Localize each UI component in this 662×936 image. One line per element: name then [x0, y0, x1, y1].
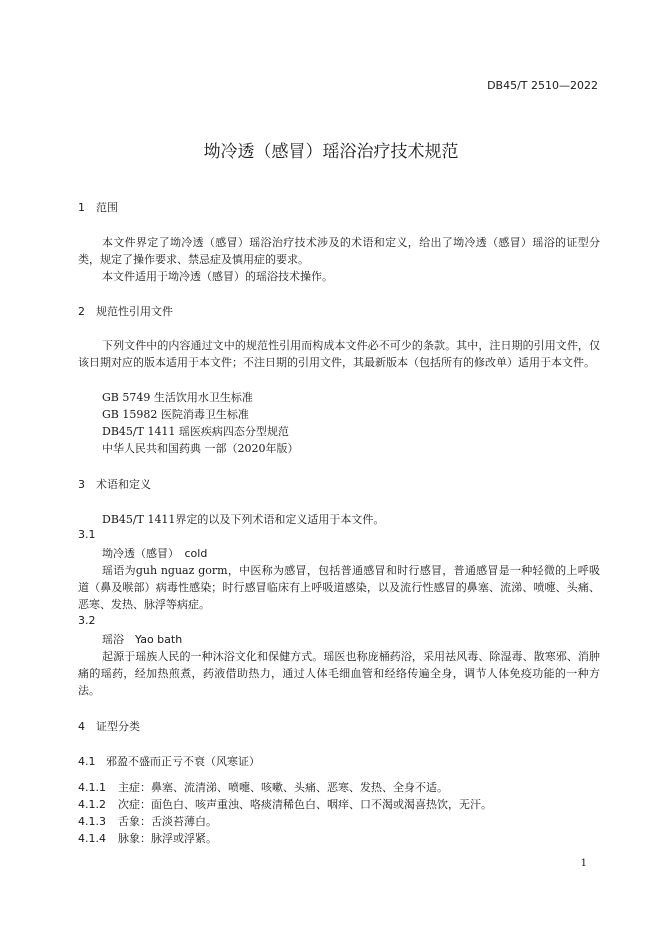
subsection-title: 邪盈不盛而正亏不衰（风寒证） [106, 755, 260, 768]
section-title: 证型分类 [96, 720, 140, 733]
list-item [78, 796, 492, 812]
reference-item: 中华人民共和国药典 一部（2020年版） [102, 442, 299, 455]
reference-item: GB 5749 生活饮用水卫生标准 [102, 391, 253, 404]
document-title: 坳冷透（感冒）瑶浴治疗技术规范 [203, 142, 459, 162]
term-definition: 起源于瑶族人民的一种沐浴文化和保健方式。瑶医也称庞桶药浴，采用祛风毒、除湿毒、散寒邪、消肿痛的瑶药，经加热煎煮，药液借助热力，通过人体毛细血管和经络传遍全身，调节人体免疫功能的一种方法。 [78, 650, 600, 697]
item-text: 舌象：舌淡苔薄白。 [118, 815, 217, 828]
subsection-number: 4.1 [78, 755, 96, 768]
section-number: 1 [78, 201, 85, 214]
page-number: 1 [580, 858, 587, 869]
section-title: 范围 [96, 201, 118, 214]
section-1-heading [78, 199, 118, 215]
section-title: 术语和定义 [96, 478, 151, 491]
item-number: 4.1.4 [78, 832, 106, 845]
section-4-heading [78, 718, 140, 734]
list-item [78, 813, 217, 829]
item-text: 主症：鼻塞、流清涕、喷嚏、咳嗽、头痛、恶寒、发热、全身不适。 [118, 781, 448, 794]
scope-paragraph-2: 本文件适用于坳冷透（感冒）的瑶浴技术操作。 [102, 270, 333, 283]
item-number: 4.1.3 [78, 815, 106, 828]
item-text: 次症：面色白、咳声重浊、咯痰清稀色白、咽痒、口不渴或渴喜热饮，无汗。 [118, 798, 492, 811]
section-title: 规范性引用文件 [96, 305, 173, 318]
section-number: 3 [78, 478, 85, 491]
normative-refs-paragraph: 下列文件中的内容通过文中的规范性引用而构成本文件必不可少的条款。其中，注日期的引用文件，仅该日期对应的版本适用于本文件；不注日期的引用文件，其最新版本（包括所有的修改单）适用于本文件。 [78, 339, 600, 369]
terms-intro: DB45/T 1411界定的以及下列术语和定义适用于本文件。 [102, 513, 385, 526]
term-number: 3.2 [78, 614, 96, 627]
section-number: 2 [78, 305, 85, 318]
item-number: 4.1.1 [78, 781, 106, 794]
term-entry: 瑶浴 Yao bath [102, 633, 183, 646]
scope-paragraph-1: 本文件界定了坳冷透（感冒）瑶浴治疗技术涉及的术语和定义，给出了坳冷透（感冒）瑶浴的证型分类，规定了操作要求、禁忌症及慎用症的要求。 [78, 236, 600, 266]
section-2-heading [78, 303, 173, 319]
item-text: 脉象：脉浮或浮紧。 [118, 832, 217, 845]
term-entry: 坳冷透（感冒） cold [102, 547, 208, 560]
reference-item: DB45/T 1411 瑶医疾病四态分型规范 [102, 425, 289, 438]
reference-item: GB 15982 医院消毒卫生标准 [102, 408, 249, 421]
section-number: 4 [78, 720, 85, 733]
standard-code: DB45/T 2510—2022 [487, 79, 598, 92]
list-item [78, 779, 448, 795]
section-3-heading [78, 476, 151, 492]
term-definition: 瑶语为guh nguaz gorm，中医称为感冒，包括普通感冒和时行感冒，普通感冒是一种轻微的上呼吸道（鼻及喉部）病毒性感染；时行感冒临床有上呼吸道感染，以及流行性感冒的鼻塞、流涕、喷嚏、头痛、恶寒、发热、脉浮等病症。 [78, 564, 600, 611]
list-item [78, 830, 217, 846]
item-number: 4.1.2 [78, 798, 106, 811]
subsection-heading [78, 753, 260, 769]
term-number: 3.1 [78, 528, 96, 541]
